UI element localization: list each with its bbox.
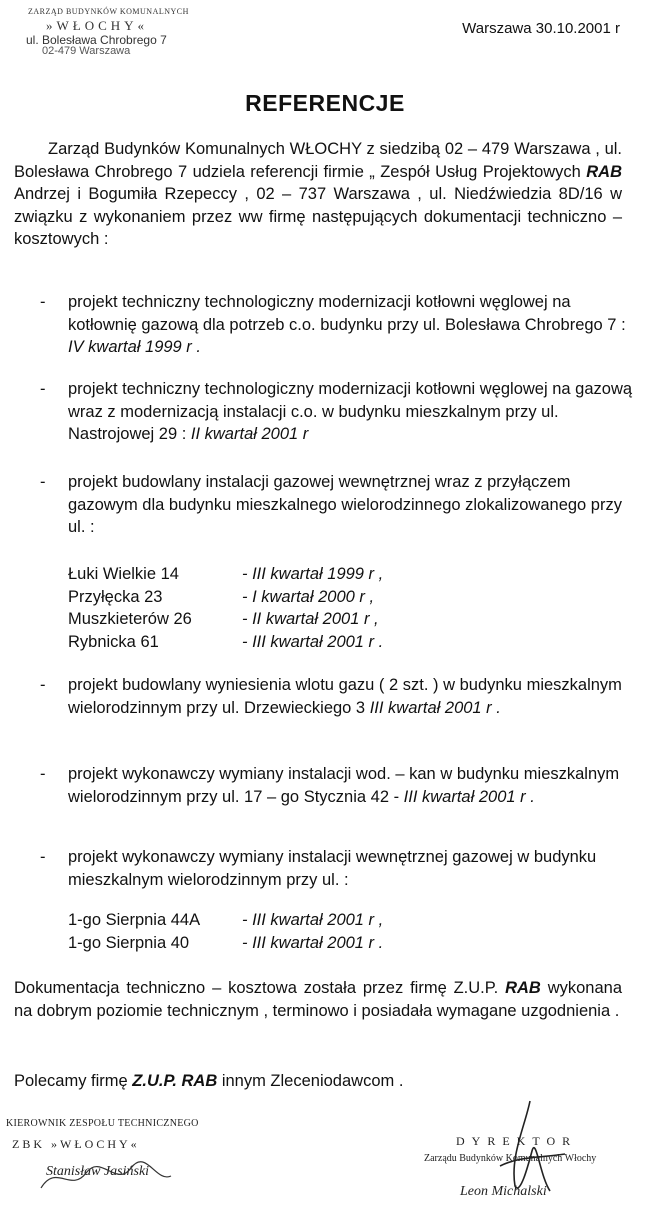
stamp-org: ZARZĄD BUDYNKÓW KOMUNALNYCH [28, 7, 189, 16]
locations-table-a [68, 563, 383, 653]
stamp-city: 02-479 Warszawa [42, 45, 131, 57]
handwritten-signature-icon [36, 1158, 176, 1198]
table-row: Łuki Wielkie 14 - III kwartał 1999 r , [68, 565, 384, 583]
locations-table-b [68, 909, 383, 954]
handwritten-signature-icon [470, 1096, 580, 1206]
signature-right [420, 1134, 640, 1200]
list-item: - projekt techniczny technologiczny modernizacji kotłowni węglowej na gazową wraz z modernizacją instalacji c.o. w budynku mieszkalnym przy ul. Nastrojowej 29 : II kwartał 2001 r [40, 380, 633, 443]
table-row: Muszkieterów 26 - II kwartał 2001 r , [68, 610, 379, 628]
recommendation-paragraph: Polecamy firmę Z.U.P. RAB innym Zleceniodawcom . [14, 1072, 404, 1090]
signer-name: Leon Michalski [460, 1184, 547, 1199]
company-stamp [16, 8, 216, 57]
list-item: - projekt budowlany instalacji gazowej wewnętrznej wraz z przyłączem gazowym dla budynku mieszkalnego wielorodzinnego zlokalizowanego przy ul. : [40, 473, 622, 536]
signer-role: KIEROWNIK ZESPOŁU TECHNICZNEGO [6, 1118, 199, 1129]
table-row: 1-go Sierpnia 40 - III kwartał 2001 r . [68, 933, 384, 952]
table-row: Przyłęcka 23 - I kwartał 2000 r , [68, 587, 375, 606]
signer-org: Zarządu Budynków Komunalnych Włochy [424, 1153, 597, 1164]
signer-name: Stanisław Jasiński [46, 1164, 150, 1179]
table-row: Rybnicka 61 - III kwartał 2001 r . [68, 632, 384, 651]
signer-role: DYREKTOR [456, 1134, 578, 1148]
stamp-name: »WŁOCHY« [46, 18, 149, 33]
list-item: - projekt wykonawczy wymiany instalacji wewnętrznej gazowej w budynku mieszkalnym wielorodzinnym przy ul. : [40, 848, 597, 889]
signature-left [6, 1118, 266, 1180]
intro-paragraph: Zarząd Budynków Komunalnych WŁOCHY z siedzibą 02 – 479 Warszawa , ul. Bolesława Chrobrego 7 udziela referencji firmie „ Zespół Usług Projektowych RAB Andrzej i Bogumiła Rzepeccy , 02 – 737 Warszawa , ul. Niedźwiedzia 8D/16 w związku z wykonaniem przez ww firmę następujących dokumentacji techniczno – kosztowych : [14, 140, 622, 248]
table-row: 1-go Sierpnia 44A - III kwartał 2001 r , [68, 911, 384, 929]
list-item: - projekt techniczny technologiczny modernizacji kotłowni węglowej na kotłownię gazową dla potrzeb c.o. budynku przy ul. Bolesława Chrobrego 7 : IV kwartał 1999 r . [40, 293, 626, 356]
signer-org: ZBK »WŁOCHY« [12, 1137, 140, 1151]
document-date: Warszawa 30.10.2001 r [462, 20, 620, 37]
stamp-street: ul. Bolesława Chrobrego 7 [26, 33, 167, 47]
list-item: - projekt wykonawczy wymiany instalacji wod. – kan w budynku mieszkalnym wielorodzinnym przy ul. 17 – go Stycznia 42 - III kwartał 2001 r . [40, 765, 620, 806]
list-item: - projekt budowlany wyniesienia wlotu gazu ( 2 szt. ) w budynku mieszkalnym wielorodzinnym przy ul. Drzewieckiego 3 III kwartał 2001 r . [40, 676, 622, 717]
closing-paragraph: Dokumentacja techniczno – kosztowa została przez firmę Z.U.P. RAB wykonana na dobrym poziomie technicznym , terminowo i posiadała wymagane uzgodnienia . [14, 979, 622, 1020]
document-title: REFERENCJE [245, 90, 405, 116]
